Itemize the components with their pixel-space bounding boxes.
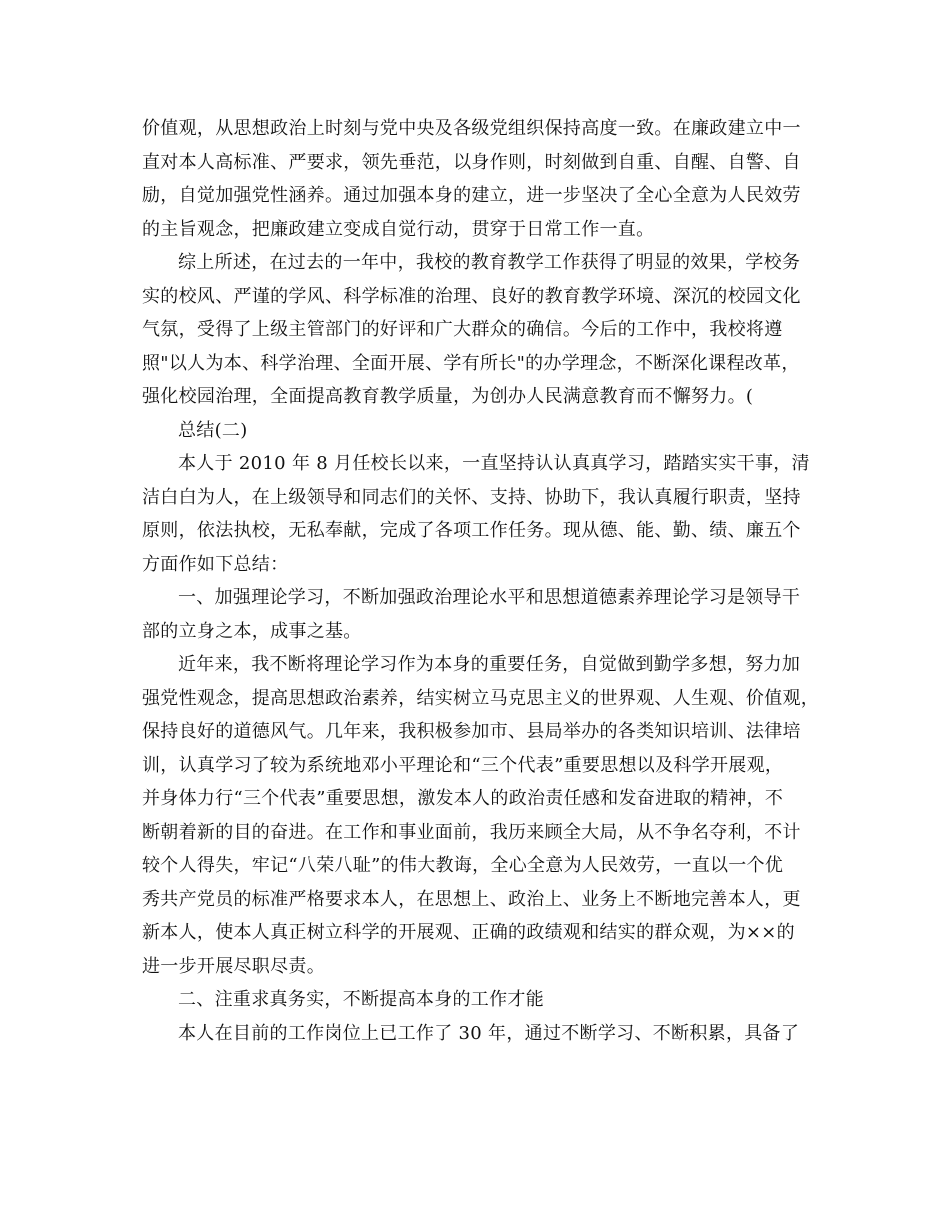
text-line: 强化校园治理，全面提高教育教学质量，为创办人民满意教育而不懈努力。( — [142, 386, 754, 407]
text-line: 一、加强理论学习，不断加强政治理论水平和思想道德素养理论学习是领导干 — [178, 587, 801, 608]
text-line: 照"以人为本、科学治理、全面开展、学有所长"的办学理念，不断深化课程改革， — [142, 352, 800, 374]
text-line: 方面作如下总结： — [142, 553, 289, 575]
text-line: 新本人，使本人真正树立科学的开展观、正确的政绩观和结实的群众观，为××的 — [142, 922, 795, 943]
text-line: 较个人得失，牢记“八荣八耻”的伟大教诲，全心全意为人民效劳，一直以一个优 — [142, 855, 784, 876]
text-line: 本人于 2010 年 8 月任校长以来，一直坚持认认真真学习，踏踏实实干事，清 — [178, 453, 810, 474]
text-line: 保持良好的道德风气。几年来，我积极参加市、县局举办的各类知识培训、法律培 — [142, 721, 801, 742]
text-line: 二、注重求真务实，不断提高本身的工作才能 — [178, 989, 544, 1010]
text-line: 部的立身之本，成事之基。 — [142, 620, 362, 642]
text-line: 实的校风、严谨的学风、科学标准的治理、良好的教育教学环境、深沉的校园文化 — [142, 285, 801, 307]
text-line: 秀共产党员的标准严格要求本人，在思想上、政治上、业务上不断地完善本人，更 — [142, 888, 801, 910]
text-line: 的主旨观念，把廉政建立变成自觉行动，贯穿于日常工作一直。 — [142, 218, 655, 240]
text-line: 直对本人高标准、严要求，领先垂范，以身作则，时刻做到自重、自醒、自警、自 — [142, 151, 801, 173]
text-line: 断朝着新的目的奋进。在工作和事业面前，我历来顾全大局，从不争名夺利，不计 — [142, 821, 801, 843]
text-line: 强党性观念，提高思想政治素养，结实树立马克思主义的世界观、人生观、价值观， — [142, 687, 820, 709]
text-line: 气氛，受得了上级主管部门的好评和广大群众的确信。今后的工作中，我校将遵 — [142, 319, 783, 340]
text-line: 训，认真学习了较为系统地邓小平理论和“三个代表”重要思想以及科学开展观， — [142, 754, 784, 776]
text-line: 进一步开展尽职尽责。 — [142, 955, 325, 977]
text-line: 价值观，从思想政治上时刻与党中央及各级党组织保持高度一致。在廉政建立中一 — [142, 118, 801, 139]
text-line: 近年来，我不断将理论学习作为本身的重要任务，自觉做到勤学多想，努力加 — [178, 654, 801, 675]
text-line: 综上所述，在过去的一年中，我校的教育教学工作获得了明显的效果，学校务 — [178, 252, 801, 273]
section-heading: 总结(二) — [178, 419, 248, 441]
text-line: 原则，依法执校，无私奉献，完成了各项工作任务。现从德、能、勤、绩、廉五个 — [142, 520, 801, 541]
text-line: 励，自觉加强党性涵养。通过加强本身的建立，进一步坚决了全心全意为人民效劳 — [142, 185, 801, 206]
text-line: 本人在目前的工作岗位上已工作了 30 年，通过不断学习、不断积累，具备了 — [178, 1022, 800, 1044]
text-line: 洁白白为人，在上级领导和同志们的关怀、支持、协助下，我认真履行职责，坚持 — [142, 486, 801, 508]
text-line: 并身体力行“三个代表”重要思想，激发本人的政治责任感和发奋进取的精神，不 — [142, 788, 784, 809]
document-body-text — [142, 112, 822, 1050]
